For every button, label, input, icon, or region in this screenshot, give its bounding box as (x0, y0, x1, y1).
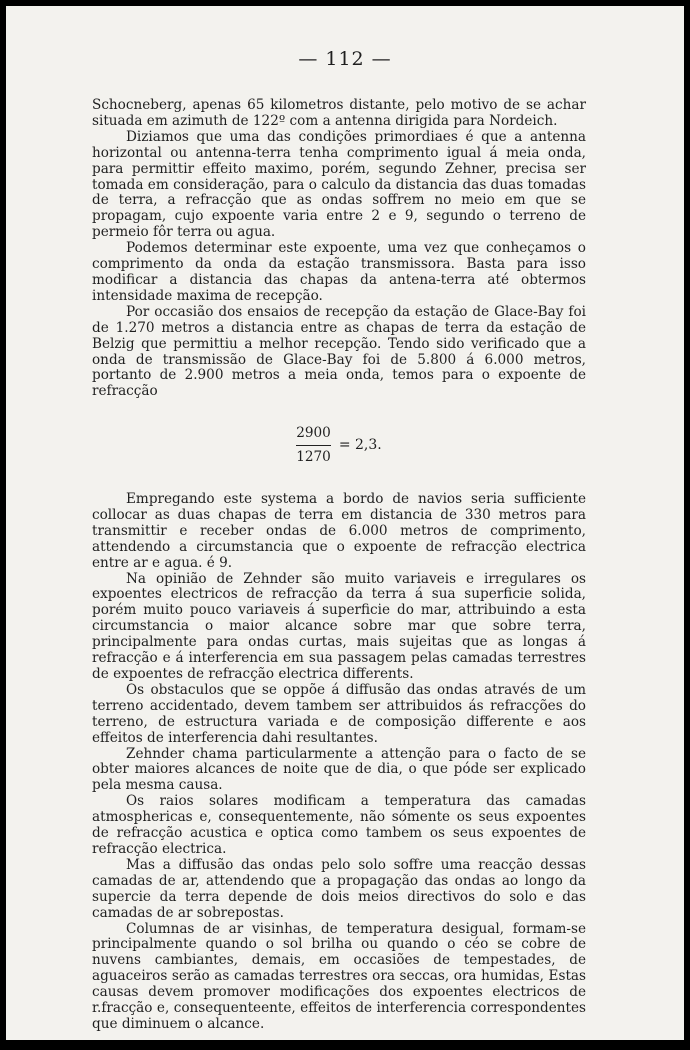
paragraph: Mas a diffusão das ondas pelo solo soffre uma reacção dessas camadas de ar, attendendo que a propagação das ondas ao longo da supercie da terra depende de dois meios directivos do solo e das camadas de ar sobrepostas. (92, 856, 586, 921)
paragraph: Os obstaculos que se oppõe á diffusão das ondas através de um terreno accidentado, devem tambem ser attribuidos ás refracções do terreno, de estructura variada e de composição differente e aos effeitos de interferencia dahi resultantes. (92, 681, 586, 746)
fraction-numerator: 2900 (296, 425, 331, 442)
paragraph: Zehnder chama particularmente a attenção para o facto de se obter maiores alcances de noite que de dia, o que póde ser explicado pela mesma causa. (92, 745, 586, 794)
refraction-formula (92, 426, 586, 466)
fraction (296, 426, 331, 466)
paragraph: Columnas de ar visinhas, de temperatura desigual, formam-se principalmente quando o sol brilha ou quando o céo se cobre de nuvens cambiantes, demais, em occasiões de tempestades, de aguaceiros serão as camadas terrestres ora seccas, ora humidas, Estas causas devem promover modificações dos expoentes electricos de r.fracção e, consequenteente, effeitos de interferencia correspondentes que diminuem o alcance. (92, 920, 586, 1032)
paragraph: Podemos determinar este expoente, uma vez que conheçamos o comprimento da onda da estação transmissora. Basta para isso modificar a distancia das chapas da antena-terra até obtermos intensidade maxima de recepção. (92, 240, 586, 304)
formula-result: = 2,3. (338, 437, 382, 454)
document-page (6, 6, 684, 1040)
body-text (92, 98, 586, 1033)
paragraph: Empregando este systema a bordo de navios seria sufficiente collocar as duas chapas de terra em distancia de 330 metros para transmittir e receber ondas de 6.000 metros de comprimento, attendendo a circumstancia que o expoente de refracção electrica entre ar e agua. é 9. (92, 491, 586, 571)
paragraph: Diziamos que uma das condições primordiaes é que a antenna horizontal ou antenna-terra tenha comprimento igual á meia onda, para permittir effeito maximo, porém, segundo Zehner, precisa ser tomada em consideração, para o calculo da distancia das duas tomadas de terra, a refracção que as ondas soffrem no meio em que se propagam, cujo expoente varia entre 2 e 9, segundo o terreno de permeio fôr terra ou agua. (92, 128, 586, 241)
paragraph: Na opinião de Zehnder são muito variaveis e irregulares os expoentes electricos de refracção da terra á sua superficie solida, porém muito pouco variaveis á superficie do mar, attribuindo a esta circumstancia o maior alcance sobre mar que sobre terra, principalmente para ondas curtas, mais sujeitas que as longas á refracção e á interferencia em sua passagem pelas camadas terrestres de expoentes de refracção electrica differents. (92, 570, 586, 682)
fraction-denominator: 1270 (296, 445, 331, 466)
page-number: — 112 — (298, 48, 392, 70)
paragraph: Schocneberg, apenas 65 kilometros distante, pelo motivo de se achar situada em azimuth de 122º com a antenna dirigida para Nordeich. (92, 97, 586, 129)
paragraph: Por occasião dos ensaios de recepção da estação de Glace-Bay foi de 1.270 metros a distancia entre as chapas de terra da estação de Belzig que permittiu a melhor recepção. Tendo sido verificado que a onda de transmissão de Glace-Bay foi de 5.800 á 6.000 metros, portanto de 2.900 metros a meia onda, temos para o expoente de refracção (92, 303, 586, 400)
paragraph: Os raios solares modificam a temperatura das camadas atmosphericas e, consequentemente, não sómente os seus expoentes de refracção acustica e optica como tambem os seus expoentes de refracção electrica. (92, 793, 586, 857)
